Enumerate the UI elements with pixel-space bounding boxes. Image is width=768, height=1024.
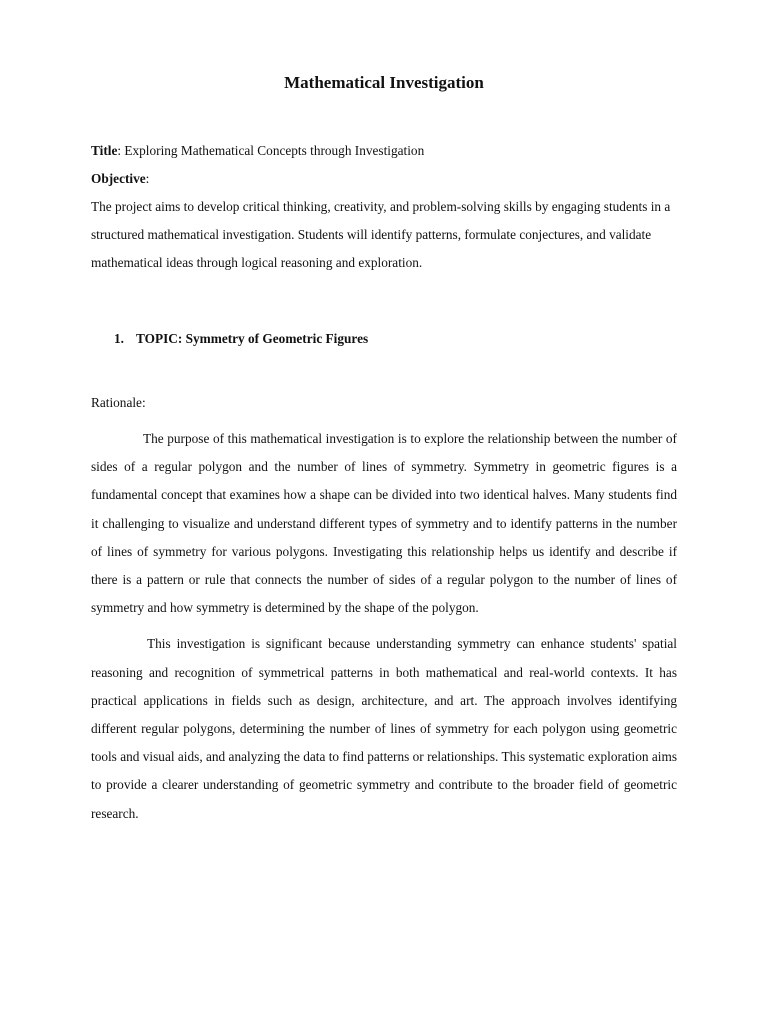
document-body xyxy=(91,137,677,828)
title-value: : Exploring Mathematical Concepts through Investigation xyxy=(117,143,425,158)
objective-text: The project aims to develop critical thinking, creativity, and problem-solving skills by engaging students in a structured mathematical investigation. Students will identify patterns, formulate conjectures, and validate mathematical ideas through logical reasoning and exploration. xyxy=(91,199,671,270)
topic-heading xyxy=(91,325,677,353)
rationale-paragraph-1: The purpose of this mathematical investigation is to explore the relationship between the number of sides of a regular polygon and the number of lines of symmetry. Symmetry in geometric figures is a fundamental concept that examines how a shape can be divided into two identical halves. Many students find it challenging to visualize and understand different types of symmetry and to identify patterns in the number of lines of symmetry for various polygons. Investigating this relationship helps us identify and describe if there is a pattern or rule that connects the number of sides of a regular polygon to the number of lines of symmetry and how symmetry is determined by the shape of the polygon. xyxy=(91,431,677,616)
title-line xyxy=(91,137,677,165)
objective-colon: : xyxy=(145,171,150,186)
title-label: Title xyxy=(91,143,118,158)
rationale-label: Rationale: xyxy=(91,395,146,410)
rationale-paragraph-2: This investigation is significant because understanding symmetry can enhance students' spatial reasoning and recognition of symmetrical patterns in both mathematical and real-world contexts. It has practical applications in fields such as design, architecture, and art. The approach involves identifying different regular polygons, determining the number of lines of symmetry for each polygon using geometric tools and visual aids, and analyzing the data to find patterns or relationships. This systematic exploration aims to provide a clearer understanding of geometric symmetry and contribute to the broader field of geometric research. xyxy=(91,636,677,821)
objective-label: Objective xyxy=(91,171,146,186)
document-heading: Mathematical Investigation xyxy=(284,73,484,92)
objective-line xyxy=(91,165,677,193)
topic-text: TOPIC: Symmetry of Geometric Figures xyxy=(136,331,369,346)
topic-number: 1. xyxy=(114,331,124,346)
